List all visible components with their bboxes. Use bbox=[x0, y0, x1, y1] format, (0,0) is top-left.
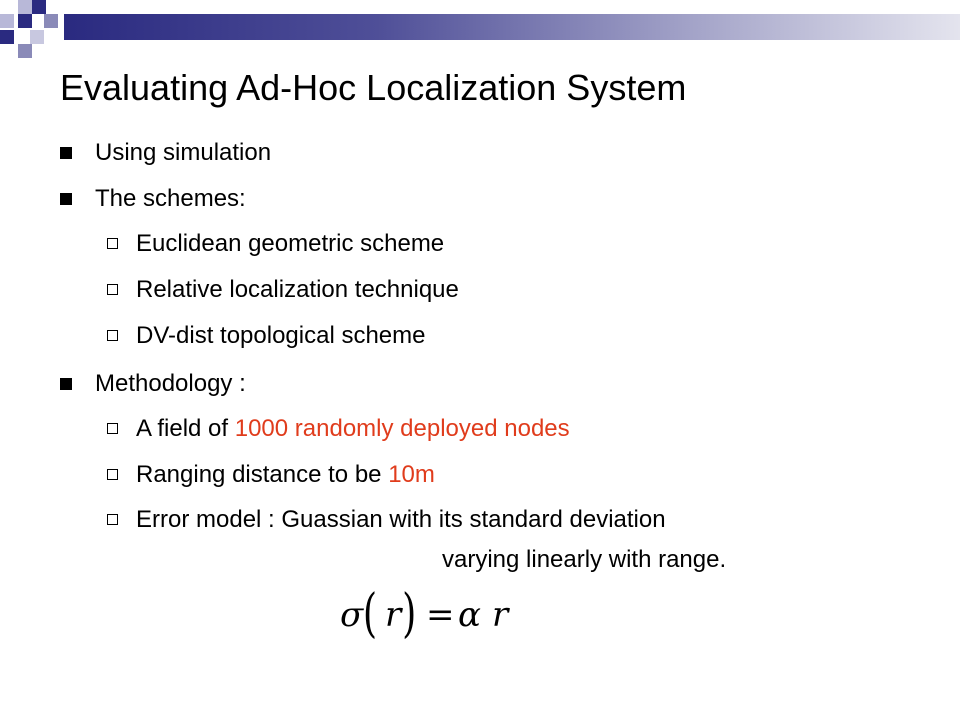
hollow-square-bullet-icon bbox=[107, 238, 118, 249]
formula-close-paren: ) bbox=[402, 586, 417, 644]
square-bullet-icon bbox=[60, 378, 72, 390]
highlighted-text: 10m bbox=[388, 461, 435, 488]
sub-bullet-text bbox=[136, 414, 570, 444]
hollow-square-bullet-icon bbox=[107, 423, 118, 434]
page-title: Evaluating Ad-Hoc Localization System bbox=[60, 67, 687, 108]
bullet-text: The schemes: bbox=[95, 185, 246, 212]
decor-square bbox=[18, 44, 32, 58]
decor-square bbox=[0, 30, 14, 44]
sub-bullet-text-plain: Ranging distance to be bbox=[136, 461, 389, 488]
hollow-square-bullet-icon bbox=[107, 469, 118, 480]
formula-alpha: α bbox=[458, 595, 481, 635]
decor-square bbox=[18, 14, 32, 28]
square-bullet-icon bbox=[60, 193, 72, 205]
hollow-square-bullet-icon bbox=[107, 330, 118, 341]
square-bullet-icon bbox=[60, 147, 72, 159]
decor-square bbox=[0, 14, 14, 28]
sub-bullet-text-plain: A field of bbox=[136, 415, 235, 442]
sub-bullet-text: Relative localization technique bbox=[136, 276, 459, 303]
header-gradient-bar bbox=[64, 14, 960, 40]
hollow-square-bullet-icon bbox=[107, 514, 118, 525]
bullet-text: Methodology : bbox=[95, 370, 246, 397]
decor-square bbox=[32, 0, 46, 14]
hollow-square-bullet-icon bbox=[107, 284, 118, 295]
slide-header-decoration bbox=[0, 0, 960, 60]
sub-bullet-text: Error model : Guassian with its standard deviation bbox=[136, 506, 666, 533]
decor-square bbox=[44, 14, 58, 28]
formula-r-multiplier: r bbox=[492, 595, 509, 635]
formula-r-argument: r bbox=[385, 595, 402, 635]
bullet-text: Using simulation bbox=[95, 139, 272, 166]
sub-bullet-text bbox=[136, 460, 435, 490]
decor-square bbox=[18, 0, 32, 14]
sub-bullet-text: Euclidean geometric scheme bbox=[136, 230, 445, 257]
formula-sigma-equals-alpha-r bbox=[330, 586, 530, 646]
decor-square bbox=[30, 30, 44, 44]
formula-sigma: σ bbox=[340, 595, 364, 635]
highlighted-text: 1000 randomly deployed nodes bbox=[234, 415, 570, 442]
formula-equals: = bbox=[426, 595, 455, 635]
sub-bullet-continuation-text: varying linearly with range. bbox=[442, 546, 727, 573]
sub-bullet-text: DV-dist topological scheme bbox=[136, 322, 426, 349]
formula-open-paren: ( bbox=[362, 586, 378, 644]
